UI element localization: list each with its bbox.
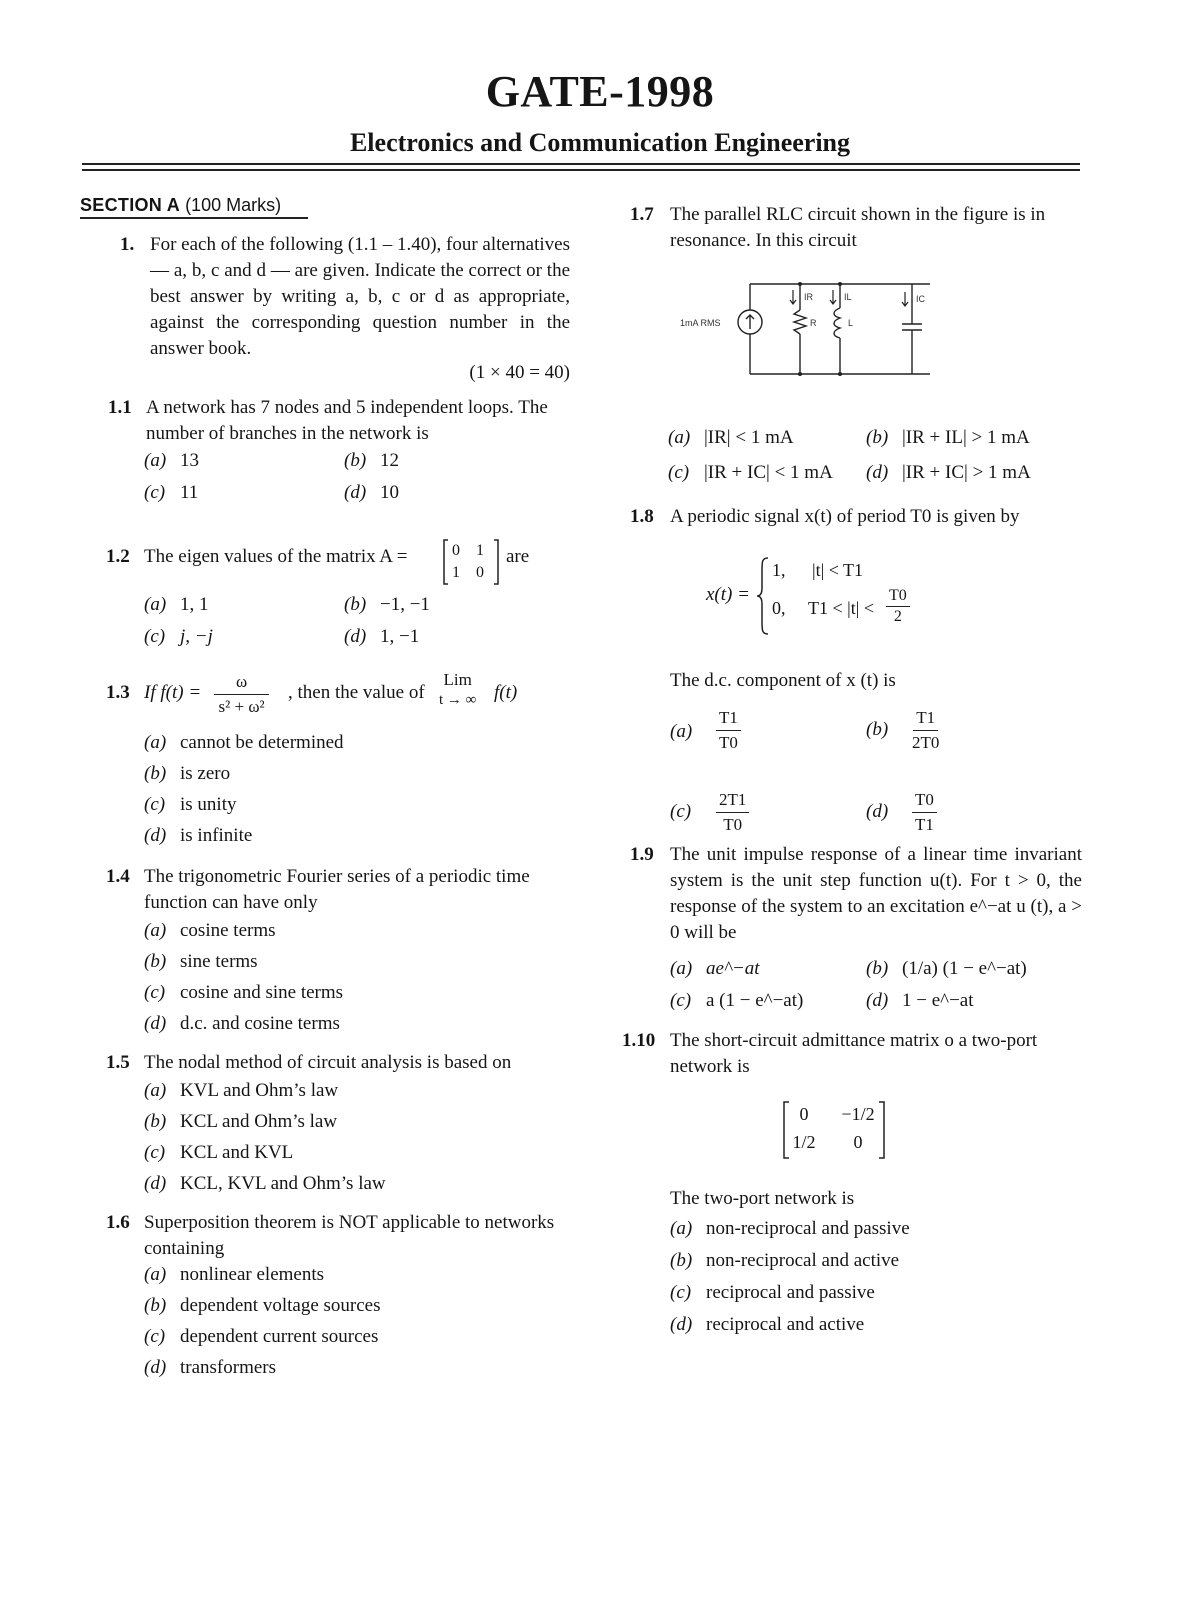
rlc-circuit-diagram	[680, 278, 980, 388]
question-text: The unit impulse response of a linear time invariant system is the unit step function u(t). For t > 0, the response of the system to an excitation e^−at u (t), a > 0 will be	[670, 844, 1082, 943]
option-c: (c) 11	[144, 482, 199, 503]
option-b: (b) 12	[344, 450, 399, 471]
option-c: (c) cosine and sine terms	[144, 982, 344, 1003]
question-text: For each of the following (1.1 – 1.40), four alternatives — a, b, c and d — are given. Indicate the correct or the best answer by writing a, b, c or d as appropriate, against the corresponding question number in the answer book.	[150, 234, 570, 359]
question-text: The parallel RLC circuit shown in the figure is in resonance. In this circuit	[670, 204, 1046, 251]
question-1-3	[106, 670, 586, 720]
il-label: IL	[844, 292, 852, 302]
option-b: (b) is zero	[144, 763, 231, 784]
section-underline	[80, 217, 308, 219]
option-b: (b) −1, −1	[344, 594, 430, 615]
option-b: (b) sine terms	[144, 951, 258, 972]
question-text-end: are	[506, 546, 530, 567]
matrix-cell: 0	[452, 542, 460, 559]
case-2-value: 0,	[772, 598, 786, 618]
question-text: A network has 7 nodes and 5 independent loops. The number of branches in the network is	[146, 397, 548, 444]
matrix-cell: −1/2	[841, 1104, 875, 1124]
option-a: (a) nonlinear elements	[144, 1264, 325, 1285]
question-1-2	[106, 538, 576, 588]
dc-component-text: The d.c. component of x (t) is	[670, 670, 896, 691]
question-number: 1.6	[106, 1212, 130, 1233]
question-text: The eigen values of the matrix A =	[144, 546, 408, 567]
section-marks: (100 Marks)	[185, 195, 282, 215]
option-c: (c) $\frac{2T1}{T0}$	[670, 788, 749, 837]
question-number: 1.	[120, 234, 135, 255]
matrix-cell: 1	[452, 564, 460, 581]
limit: Lim t → ∞	[439, 670, 477, 708]
question-text: The short-circuit admittance matrix o a two-port network is	[670, 1030, 1038, 1077]
option-d: (d) 1, −1	[344, 626, 420, 647]
question-text: Superposition theorem is NOT applicable to networks containing	[144, 1212, 555, 1259]
question-text-end: f(t)	[494, 682, 518, 703]
piecewise-brace	[756, 556, 772, 636]
question-number: 1.7	[630, 204, 654, 225]
option-d: (d) d.c. and cosine terms	[144, 1013, 340, 1034]
option-c: (c) reciprocal and passive	[670, 1282, 875, 1303]
option-d: (d) reciprocal and active	[670, 1314, 865, 1335]
option-c: (c) j, −j	[144, 626, 213, 647]
option-d: (d) $\frac{T0}{T1}$	[866, 788, 937, 837]
case-2-condition: T1 < |t| <	[808, 598, 875, 618]
ic-label: IC	[916, 294, 925, 304]
option-c: (c) |IR + IC| < 1 mA	[668, 462, 833, 483]
question-number: 1.10	[622, 1030, 656, 1051]
option-b: (b) dependent voltage sources	[144, 1295, 381, 1316]
case-1-value: 1,	[772, 560, 786, 580]
option-a: (a) 1, 1	[144, 594, 209, 615]
option-b: (b) non-reciprocal and active	[670, 1250, 900, 1271]
option-c: (c) is unity	[144, 794, 237, 815]
option-a: (a) $\frac{T1}{T0}$	[670, 706, 741, 755]
option-b: (b) KCL and Ohm’s law	[144, 1111, 338, 1132]
option-a: (a) |IR| < 1 mA	[668, 427, 794, 448]
source-label: 1mA RMS	[680, 318, 721, 328]
option-d: (d) 10	[344, 482, 399, 503]
option-a: (a) KVL and Ohm’s law	[144, 1080, 339, 1101]
question-text: , then the value of	[288, 682, 425, 703]
fraction: $\frac{\omega}{\text{s² + ω²}}$	[214, 670, 269, 719]
question-1-10-subtext: The two-port network is	[670, 1188, 855, 1209]
option-c: (c) KCL and KVL	[144, 1142, 294, 1163]
r-label: R	[810, 318, 817, 328]
option-a: (a) 13	[144, 450, 199, 471]
question-number: 1.5	[106, 1052, 130, 1073]
question-text: The nodal method of circuit analysis is based on	[144, 1052, 512, 1073]
case-2-fraction: $\frac{T0}{2}$	[886, 586, 910, 627]
question-marks: (1 × 40 = 40)	[469, 362, 570, 383]
question-number: 1.3	[106, 682, 130, 703]
option-d: (d) transformers	[144, 1357, 277, 1378]
piecewise-lhs: x(t) =	[706, 584, 750, 605]
admittance-matrix	[782, 1100, 886, 1160]
option-a: (a) cannot be determined	[144, 732, 344, 753]
matrix-cell: 0	[476, 564, 484, 581]
question-text: If f(t) =	[144, 682, 202, 703]
option-d: (d) 1 − e^−at	[866, 990, 974, 1011]
option-d: (d) KCL, KVL and Ohm’s law	[144, 1173, 386, 1194]
matrix-cell: 0	[799, 1104, 809, 1124]
question-number: 1.9	[630, 844, 654, 865]
option-b: (b) |IR + IL| > 1 mA	[866, 427, 1030, 448]
page-subtitle: Electronics and Communication Engineering	[349, 128, 851, 157]
ir-label: IR	[804, 292, 813, 302]
option-b: (b) (1/a) (1 − e^−at)	[866, 958, 1027, 979]
section-heading	[80, 195, 281, 216]
header-rule-top	[82, 163, 1080, 165]
option-a: (a) cosine terms	[144, 920, 276, 941]
l-label: L	[848, 318, 854, 328]
option-d: (d) is infinite	[144, 825, 253, 846]
option-a: (a) ae^−at	[670, 958, 760, 979]
matrix-cell: 0	[853, 1132, 863, 1152]
matrix-cell: 1	[476, 542, 484, 559]
matrix-a	[442, 538, 500, 586]
section-label: SECTION A	[80, 195, 181, 215]
option-b: (b) $\frac{T1}{2T0}$	[866, 708, 940, 752]
question-number: 1.4	[106, 866, 130, 887]
case-1-condition: |t| < T1	[812, 560, 864, 580]
option-d: (d) |IR + IC| > 1 mA	[866, 462, 1031, 483]
page-title: GATE-1998	[485, 67, 715, 116]
option-c: (c) a (1 − e^−at)	[670, 990, 804, 1011]
option-c: (c) dependent current sources	[144, 1326, 379, 1347]
question-text: A periodic signal x(t) of period T0 is given by	[670, 506, 1020, 527]
header-rule-bottom	[82, 169, 1080, 171]
question-text: The trigonometric Fourier series of a periodic time function can have only	[144, 866, 530, 913]
question-number: 1.1	[108, 397, 132, 418]
matrix-cell: 1/2	[792, 1132, 816, 1152]
question-number: 1.8	[630, 506, 654, 527]
question-number: 1.2	[106, 546, 130, 567]
option-a: (a) non-reciprocal and passive	[670, 1218, 910, 1239]
